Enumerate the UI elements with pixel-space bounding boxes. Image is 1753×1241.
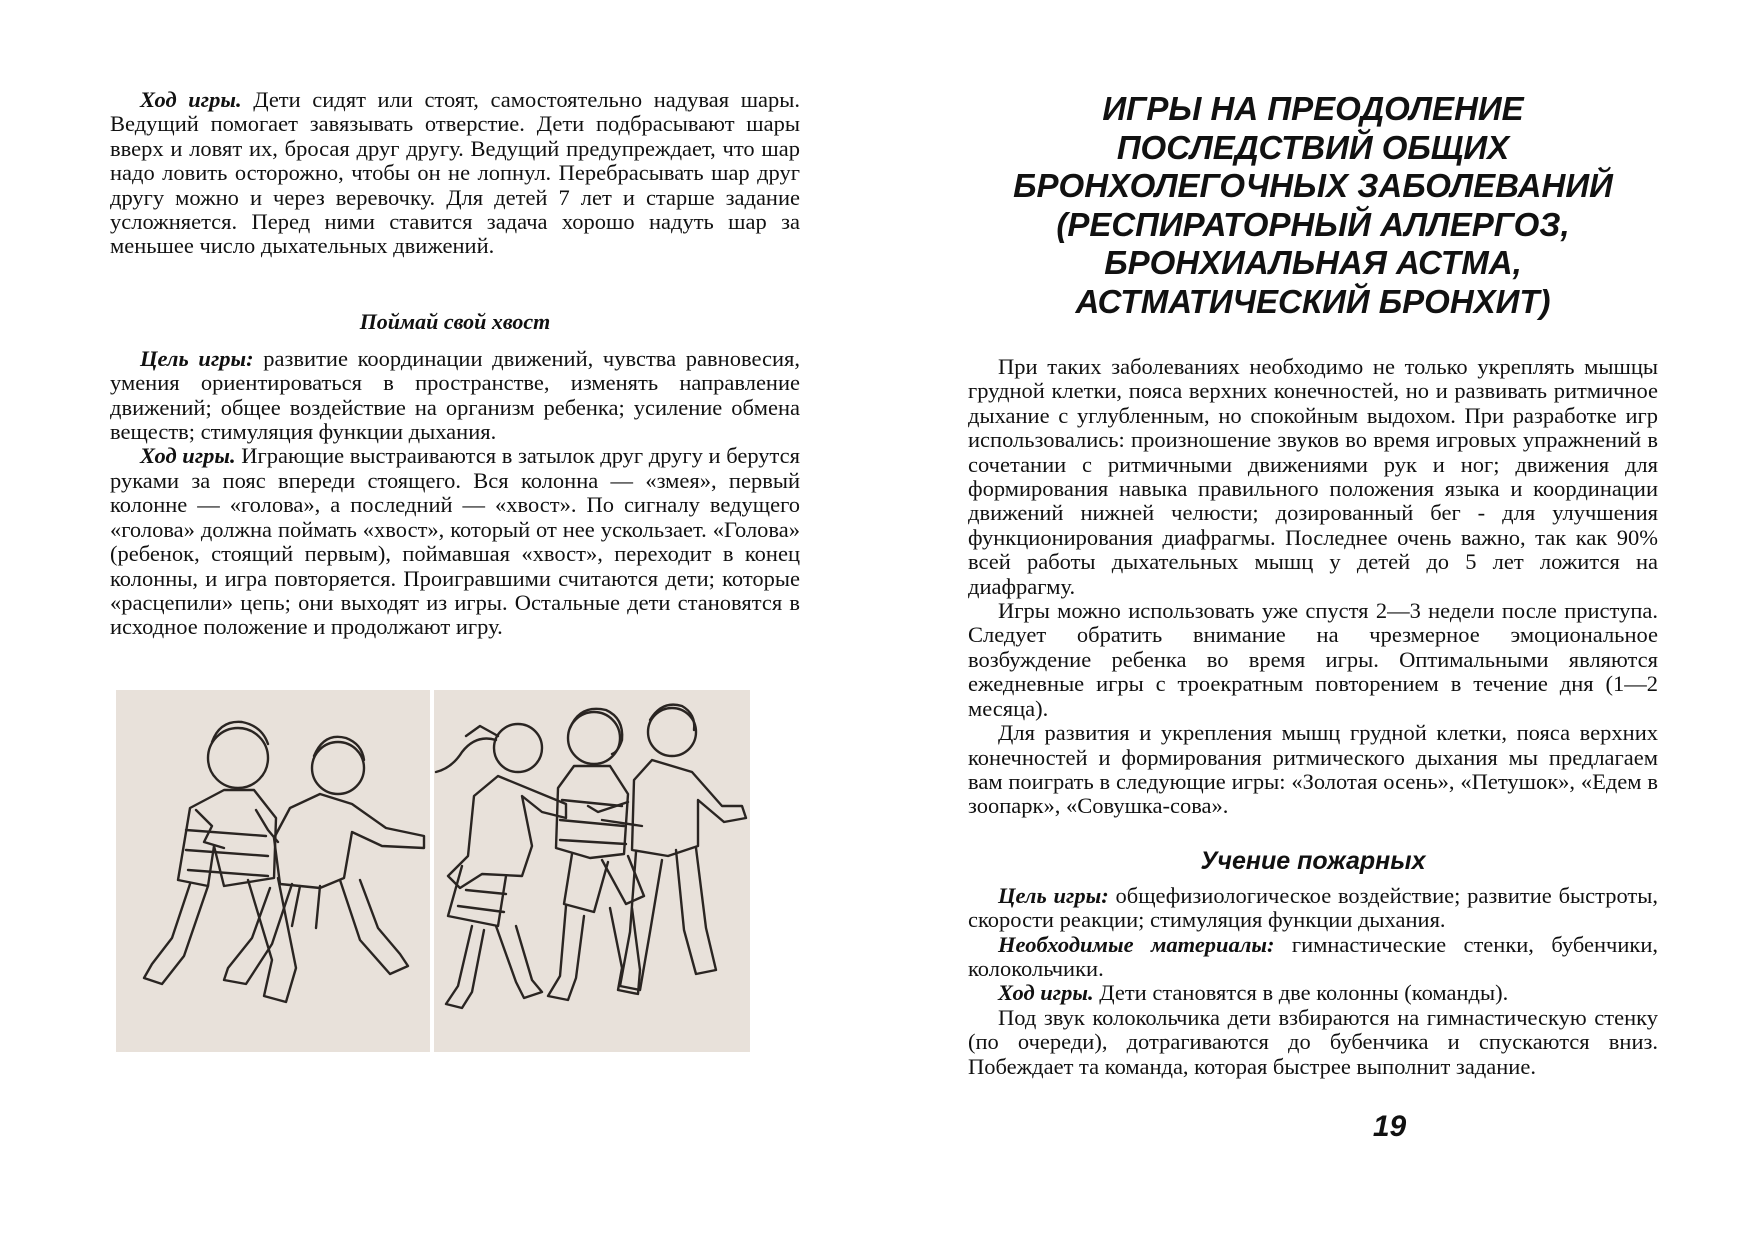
title-line-2: ПОСЛЕДСТВИЙ ОБЩИХ: [1116, 128, 1510, 166]
title-line-3: БРОНХОЛЕГОЧНЫХ ЗАБОЛЕВАНИЙ: [1013, 167, 1613, 204]
left-text-column: [110, 88, 800, 640]
right-paragraph-timing: Игры можно использовать уже спустя 2—3 недели после приступа. Следует обратить внимание на чрезмерное эмоциональное возбуждение ребенка во время игры. Оптимальными являются ежедневные игры с троекратным повторением в течение дня (1—2 месяца).: [968, 598, 1658, 721]
right-subtitle: Учение пожарных: [1200, 846, 1426, 875]
right-paragraph-games-list: Для развития и укрепления мышц грудной клетки, пояса верхних конечностей и формирования ритмического дыхания мы предлагаем вам поиграть в следующие игры: «Золотая осень», «Петушок», «Едем в зоопарк», «Совушка-сова».: [968, 720, 1658, 819]
left-p1-text: Дети сидят или стоят, самостоятельно надувая шары. Ведущий помогает завязывать отверстие. Дети подбрасывают шары вверх и ловят их, бросая друг другу. Ведущий предупреждает, что шар надо ловить осторожно, чтобы он не лопнул. Перебрасывать шар друг другу можно и через веревочку. Для детей 7 лет и старше задание усложняется. Перед ними ставится задача хорошо надуть шар за меньшее число дыхательных движений.: [110, 87, 800, 259]
right-p4-text: общефизиологическое воздействие; развитие быстроты, скорости реакции; стимуляция функции дыхания.: [968, 882, 1659, 933]
right-p4-lead: Цель игры:: [998, 882, 1109, 908]
right-p5-lead: Необходимые материалы:: [998, 931, 1275, 957]
left-paragraph-game-course: [110, 88, 800, 259]
left-p2-text: развитие координации движений, чувства равновесия, умения ориентироваться в пространстве, изменять направление движений; общее воздействие на организм ребенка; усиление обмена веществ; стимуляция функции дыхания.: [110, 345, 800, 445]
right-paragraph-course: [968, 981, 1658, 1005]
children-game-illustration: [116, 690, 750, 1052]
left-p1-lead: Ход игры.: [140, 87, 242, 112]
right-p5-text: гимнастические стенки, бубенчики, колокольчики.: [968, 931, 1658, 981]
right-text-column: [968, 90, 1658, 1079]
title-line-5: БРОНХИАЛЬНАЯ АСТМА,: [1104, 244, 1522, 281]
title-line-6: АСТМАТИЧЕСКИЙ БРОНХИТ): [1075, 282, 1551, 320]
left-paragraph-goal: [110, 347, 800, 445]
title-line-4: (РЕСПИРАТОРНЫЙ АЛЛЕРГОЗ,: [1056, 205, 1570, 243]
right-paragraph-procedure: Под звук колокольчика дети взбираются на гимнастическую стенку (по очереди), дотрагиваются до бубенчика и спускаются вниз. Побеждает та команда, которая быстрее выполнит задание.: [968, 1004, 1658, 1079]
right-paragraph-goal: [968, 884, 1658, 933]
children-line-drawing: [116, 690, 750, 1052]
right-p6-lead: Ход игры.: [998, 980, 1094, 1006]
chapter-title: [968, 90, 1658, 321]
left-paragraph-rules: [110, 444, 800, 639]
left-page: [0, 0, 876, 1241]
page-number: 19: [1372, 1110, 1407, 1143]
right-p6-text: Дети становятся в две колонны (команды).: [1093, 980, 1509, 1006]
left-subtitle: Поймай свой хвост: [359, 308, 551, 334]
left-p2-lead: Цель игры:: [140, 345, 254, 371]
right-paragraph-intro: При таких заболеваниях необходимо не только укреплять мышцы грудной клетки, пояса верхних конечностей, но и развивать ритмичное дыхание с углубленным, но спокойным выдохом. При разработке игр использовались: произношение звуков во время игровых упражнений в сочетании с ритмичными движениями рук и ног; движения для формирования навыка правильного положения языка и координации движений нижней челюсти; дозированный бег - для улучшения функционирования диафрагмы. Последнее очень важно, так как 90% всей работы дыхательных мышц у детей до 5 лет ложится на диафрагму.: [968, 354, 1658, 599]
title-line-1: ИГРЫ НА ПРЕОДОЛЕНИЕ: [1102, 90, 1524, 127]
right-paragraph-materials: [968, 933, 1658, 982]
left-p3-lead: Ход игры.: [140, 443, 236, 469]
left-p3-text: Играющие выстраиваются в затылок друг другу и берутся руками за пояс впереди стоящего. Вся колонна — «змея», первый колонне — «голова», а последний — «хвост». По сигналу ведущего «голова» должна поймать «хвост», который от нее ускользает. «Голова» (ребенок, стоящий первым), поймавшая «хвост», переходит в конец колонны, и игра повторяется. Проигравшими считаются дети; которые «расцепили» цепь; они выходят из игры. Остальные дети становятся в исходное положение и продолжают игру.: [110, 443, 800, 640]
right-page: [876, 0, 1753, 1241]
